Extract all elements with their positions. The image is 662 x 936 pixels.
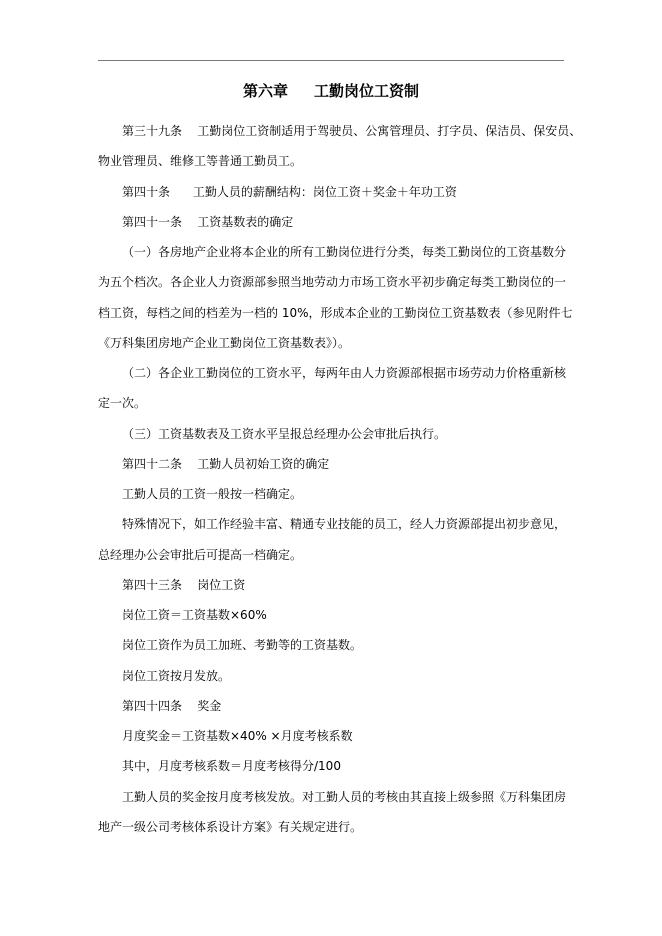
position-wage-note: 岗位工资作为员工加班、考勤等的工资基数。 [122,638,363,652]
clause-1-line-2: 为五个档次。各企业人力资源部参照当地劳动力市场工资水平初步确定每类工勤岗位的一 [98,275,567,289]
clause-2-line-1: （二）各企业工勤岗位的工资水平，每两年由人力资源部根据市场劳动力价格重新核 [122,366,567,380]
article-41-heading: 第四十一条 工资基数表的确定 [122,215,294,229]
bonus-text-line-2: 地产一级公司考核体系设计方案》有关规定进行。 [98,820,363,834]
clause-3: （三）工资基数表及工资水平呈报总经理办公会审批后执行。 [122,427,447,441]
position-wage-payment: 岗位工资按月发放。 [122,669,231,683]
coefficient-formula: 其中，月度考核系数＝月度考核得分/100 [122,759,341,773]
article-42-heading: 第四十二条 工勤人员初始工资的确定 [122,457,330,471]
position-wage-formula: 岗位工资＝工资基数×60% [122,608,267,622]
article-39-line-1: 第三十九条 工勤岗位工资制适用于驾驶员、公寓管理员、打字员、保洁员、保安员、 [122,124,582,138]
special-case-line-1: 特殊情况下，如工作经验丰富、精通专业技能的员工，经人力资源部提出初步意见， [122,517,567,531]
monthly-bonus-formula: 月度奖金＝工资基数×40% ×月度考核系数 [122,729,353,743]
article-40: 第四十条 工勤人员的薪酬结构：岗位工资＋奖金＋年功工资 [122,185,457,199]
header-rule [98,60,564,61]
clause-1-line-3: 档工资，每档之间的档差为一档的 10%，形成本企业的工勤岗位工资基数表（参见附件七 [98,306,573,320]
special-case-line-2: 总经理办公会审批后可提高一档确定。 [98,548,303,562]
article-44-heading: 第四十四条 奖金 [122,699,222,713]
article-43-heading: 第四十三条 岗位工资 [122,578,246,592]
clause-2-line-2: 定一次。 [98,396,147,410]
article-39-line-2: 物业管理员、维修工等普通工勤员工。 [98,154,303,168]
clause-1-line-4: 《万科集团房地产企业工勤岗位工资基数表》）。 [98,336,351,350]
bonus-text-line-1: 工勤人员的奖金按月度考核发放。对工勤人员的考核由其直接上级参照《万科集团房 [122,790,567,804]
article-42-text: 工勤人员的工资一般按一档确定。 [122,487,303,501]
chapter-title: 第六章 工勤岗位工资制 [242,82,420,100]
clause-1-line-1: （一）各房地产企业将本企业的所有工勤岗位进行分类，每类工勤岗位的工资基数分 [122,245,567,259]
